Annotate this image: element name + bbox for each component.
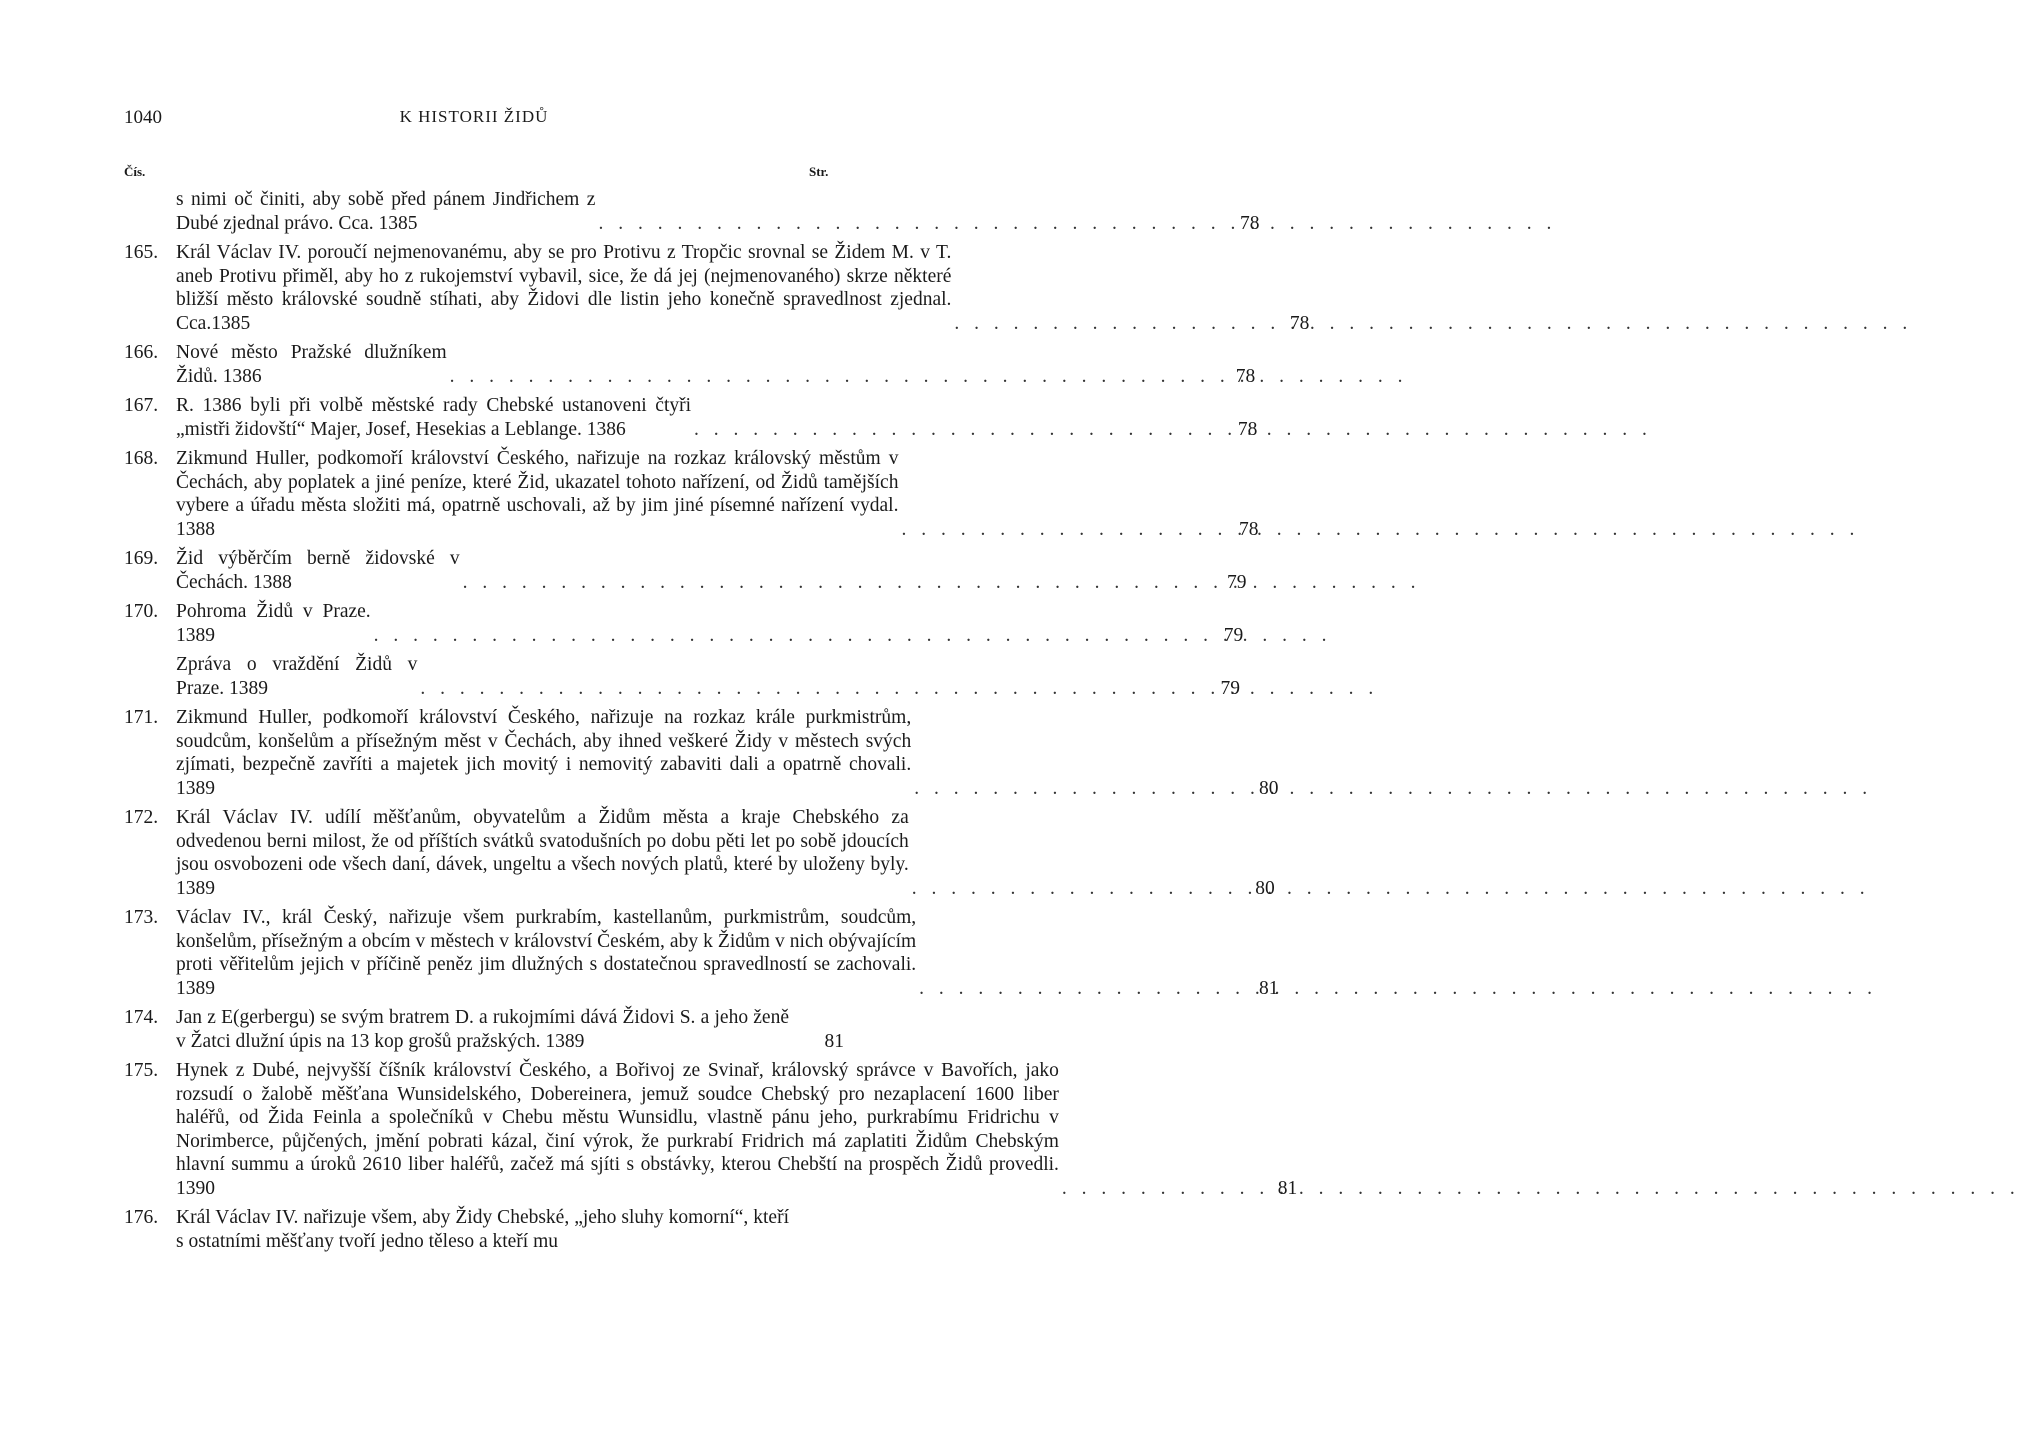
entry-text: Zikmund Huller, podkomoří království Českého, nařizuje na rozkaz královský městům v Čechách, aby poplatek a jiné peníze, které Žid, ukazatel tohoto nařízení, od Židů tamějších vybere a úřadu města složiti má, opatrně uschovali, až by jim jiné písemné nařízení vydal. 1388 <box>176 448 899 540</box>
page-reference: 79 <box>1223 624 1244 646</box>
list-item <box>124 547 1247 594</box>
running-title: K HISTORII ŽIDŮ <box>399 107 549 126</box>
page-reference: 78 <box>1240 212 1260 234</box>
list-item <box>124 394 1258 441</box>
entry-body <box>176 241 1309 335</box>
entry-number: 168. <box>124 448 159 469</box>
entry-body <box>176 547 1247 594</box>
page-reference: 78 <box>1238 518 1259 540</box>
list-item <box>124 1206 844 1253</box>
entry-body <box>176 706 1279 800</box>
entry-text: R. 1386 byli při volbě městské rady Chebské ustanoveni čtyři „mistři židovští“ Majer, Josef, Hesekias a Leblange. 1386 <box>176 395 692 440</box>
page-reference: 78 <box>1237 418 1258 440</box>
list-item <box>124 706 1279 800</box>
entry-number: 165. <box>124 242 159 263</box>
entry-body <box>176 906 1278 1000</box>
dot-leader <box>460 571 1211 595</box>
list-item <box>124 653 1240 700</box>
entry-text: Václav IV., král Český, nařizuje všem purkrabím, kastellanům, purkmistrům, soudcům, konšelům, přísežným a obcím v městech v království Českém, aby k Židům v nich obývajícím proti věřitelům jejich v příčině peněz jim dlužných s dostatečnou spravedlností se zachovali. 1389 <box>176 907 917 999</box>
page-reference: 81 <box>824 1030 844 1052</box>
entry-number: 174. <box>124 1007 159 1028</box>
entry-number: 171. <box>124 707 159 728</box>
page-reference: 79 <box>1227 571 1247 593</box>
running-head <box>124 107 824 137</box>
entry-text: s nimi oč činiti, aby sobě před pánem Jindřichem z Dubé zjednal právo. Cca. 1385 <box>176 189 596 234</box>
dot-leader <box>371 624 1208 648</box>
entry-body <box>176 1059 1297 1200</box>
entry-body <box>176 1006 844 1053</box>
dot-leader <box>909 877 1239 901</box>
entry-text: Pohroma Židů v Praze. 1389 <box>176 601 371 646</box>
dot-leader <box>447 365 1220 389</box>
entry-text: Zpráva o vraždění Židů v Praze. 1389 <box>176 654 418 699</box>
list-item <box>124 188 1260 235</box>
entry-body <box>176 806 1275 900</box>
dot-leader <box>911 777 1242 801</box>
page-reference: 78 <box>1235 365 1256 387</box>
entry-text: Zikmund Huller, podkomoří království Českého, nařizuje na rozkaz krále purkmistrům, soudcům, konšelům a přísežným měst v Čechách, aby ihned veškeré Židy v městech svých zjímati, bezpečně zavříti a majetek jich movitý i nemovitý zabaviti dali a opatrně chovali. 1389 <box>176 707 912 799</box>
column-label-number: Čís. <box>124 164 146 179</box>
entry-number: 173. <box>124 907 159 928</box>
entry-text: Král Václav IV. nařizuje všem, aby Židy Chebské, „jeho sluhy komorní“, kteří s ostatními měšťany tvoří jedno těleso a kteří mu <box>176 1207 789 1252</box>
entry-text: Nové město Pražské dlužníkem Židů. 1386 <box>176 342 447 387</box>
entry-number: 172. <box>124 807 159 828</box>
entry-text: Král Václav IV. poroučí nejmenovanému, aby se pro Protivu z Tropčic srovnal se Židem M. v T. aneb Protivu přiměl, aby ho z rukojemství vybavil, sice, že dá jej (nejmenovaného) skrze některé bližší město královské soudně stíhati, aby Židovi dle listin jeho konečně spravedlnost zjednal. Cca.1385 <box>176 242 952 334</box>
list-item <box>124 447 1259 541</box>
page-reference: 80 <box>1259 777 1279 799</box>
entry-body <box>176 1206 844 1253</box>
dot-leader <box>691 418 1221 442</box>
entry-number: 175. <box>124 1060 159 1081</box>
entry-body <box>176 394 1257 441</box>
contents-list <box>124 188 1310 1253</box>
page-number: 1040 <box>124 107 162 128</box>
page-reference: 81 <box>1258 977 1279 999</box>
entry-body <box>176 447 1258 541</box>
list-item <box>124 341 1256 388</box>
list-item <box>124 1006 844 1053</box>
entry-body <box>176 188 1260 235</box>
entry-text: Hynek z Dubé, nejvyšší číšník království Českého, a Bořivoj ze Svinař, královský správce v Bavořích, jako rozsudí o žalobě měšťana Wunsidelského, Dobereinera, jemuž soudce Chebský pro nezaplacení 1600 liber haléřů, od Žida Feinla a společníků v Chebu městu Wunsidlu, vlastně pánu jeho, purkrabímu Fridrichu v Norimberce, půjčených, jmění pobrati kázal, činí výrok, že purkrabí Fridrich má zaplatiti Židům Chebským hlavní summu a úroků 2610 liber haléřů, začež má sjíti s obstávky, kterou Chebští na prospěch Židů provedli. 1390 <box>176 1060 1059 1199</box>
page-reference: 78 <box>1289 312 1310 334</box>
list-item <box>124 906 1279 1000</box>
entry-number: 167. <box>124 395 159 416</box>
entry-number: 170. <box>124 601 159 622</box>
dot-leader <box>595 212 1223 236</box>
entry-number: 169. <box>124 548 159 569</box>
list-item <box>124 241 1310 335</box>
entry-number: 176. <box>124 1207 159 1228</box>
page-reference: 80 <box>1255 877 1275 899</box>
page-reference: 81 <box>1277 1177 1298 1199</box>
dot-leader <box>951 312 1273 336</box>
entry-body <box>176 653 1240 700</box>
dot-leader <box>916 977 1242 1001</box>
entry-number: 166. <box>124 342 159 363</box>
list-item <box>124 1059 1298 1200</box>
column-label-page: Str. <box>809 164 829 179</box>
entry-body <box>176 341 1255 388</box>
entry-body <box>176 600 1243 647</box>
entry-text: Král Václav IV. udílí měšťanům, obyvatelům a Židům města a kraje Chebského za odvedenou berni milost, že od příštích svátků svatodušních po dobu pěti let po sobě jdoucích jsou osvobozeni ode všech daní, dávek, ungeltu a všech nových platů, které by uloženy byly. 1389 <box>176 807 909 899</box>
list-item <box>124 806 1275 900</box>
entry-text: Jan z E(gerbergu) se svým bratrem D. a rukojmími dává Židovi S. a jeho ženě v Žatci dlužní úpis na 13 kop grošů pražských. 1389 <box>176 1007 789 1052</box>
page-reference: 79 <box>1220 677 1240 699</box>
dot-leader <box>417 677 1204 701</box>
dot-leader <box>898 518 1222 542</box>
list-item <box>124 600 1244 647</box>
dot-leader <box>1059 1177 1261 1201</box>
entry-text: Žid výběrčím berně židovské v Čechách. 1388 <box>176 548 460 593</box>
